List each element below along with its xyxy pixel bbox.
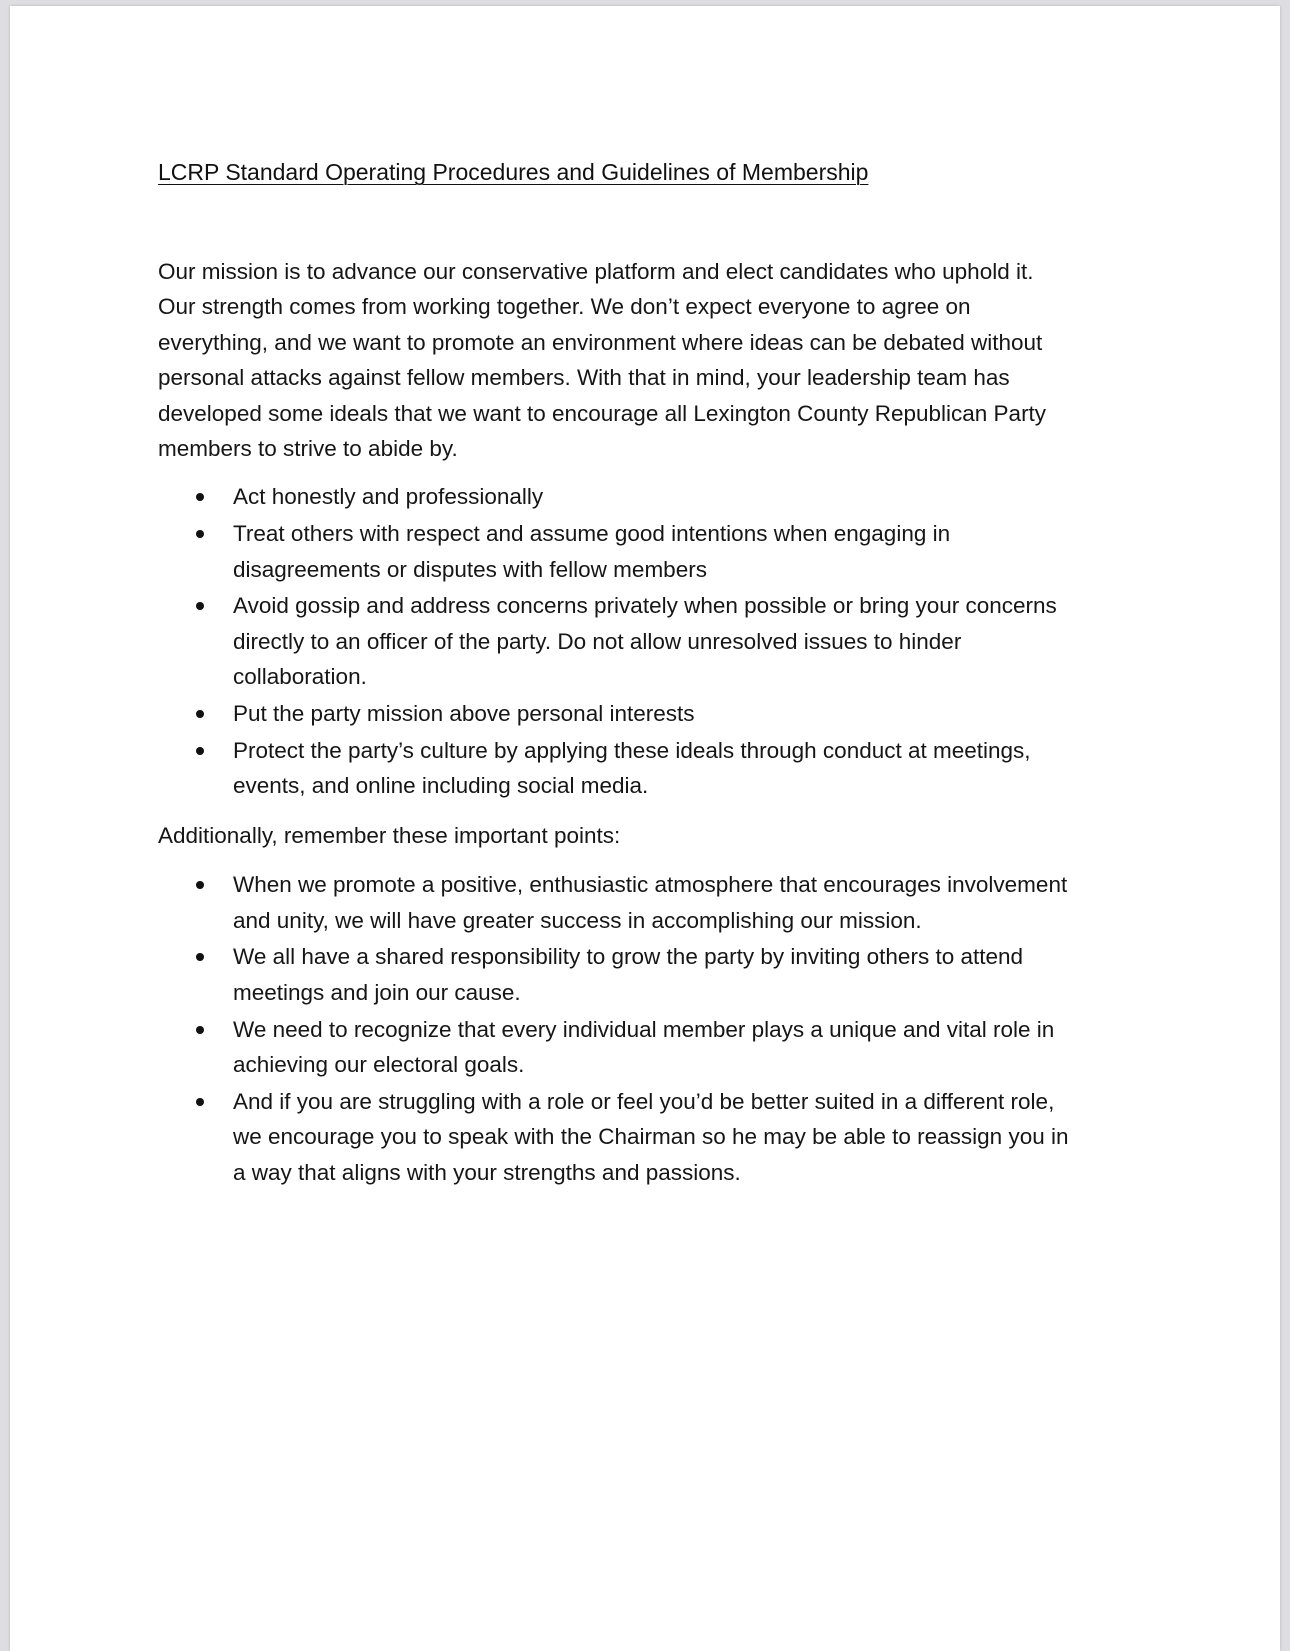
bullet-icon: [196, 710, 204, 718]
bullet-icon: [196, 530, 204, 538]
intro-line: personal attacks against fellow members. With that in mind, your leadership team has: [158, 365, 1010, 391]
list-item: [158, 696, 1158, 732]
intro-line: members to strive to abide by.: [158, 436, 458, 462]
list-item: [158, 733, 1158, 804]
list-item: [158, 1084, 1158, 1191]
list-item-line: we encourage you to speak with the Chairman so he may be able to reassign you in: [233, 1124, 1069, 1150]
list-item: [158, 479, 1158, 515]
ideals-list: [158, 479, 1158, 803]
list-item-line: events, and online including social media.: [233, 773, 649, 799]
bullet-icon: [196, 747, 204, 755]
bullet-icon: [196, 881, 204, 889]
list-item: [158, 1012, 1158, 1083]
intro-line: developed some ideals that we want to encourage all Lexington County Republican Party: [158, 400, 1047, 426]
additional-heading: Additionally, remember these important points:: [158, 822, 621, 848]
intro-line: everything, and we want to promote an environment where ideas can be debated without: [158, 329, 1043, 355]
document-page: [10, 6, 1280, 1651]
list-item-line: We all have a shared responsibility to grow the party by inviting others to attend: [233, 944, 1024, 970]
list-item-line: disagreements or disputes with fellow members: [233, 556, 707, 582]
bullet-icon: [196, 1026, 204, 1034]
list-item-line: We need to recognize that every individual member plays a unique and vital role in: [233, 1016, 1055, 1042]
list-item-line: and unity, we will have greater success in accomplishing our mission.: [233, 907, 922, 933]
list-item: [158, 516, 1158, 587]
list-item-line: And if you are struggling with a role or feel you’d be better suited in a different role,: [233, 1088, 1055, 1114]
bullet-icon: [196, 953, 204, 961]
bullet-icon: [196, 602, 204, 610]
list-item-line: Put the party mission above personal interests: [233, 701, 695, 726]
document-title: LCRP Standard Operating Procedures and Guidelines of Membership: [158, 159, 869, 185]
document-body: [158, 254, 1158, 1192]
intro-paragraph: [158, 254, 1158, 466]
list-item-line: collaboration.: [233, 664, 367, 690]
list-item-line: Avoid gossip and address concerns privately when possible or bring your concerns: [233, 593, 1057, 619]
list-item-line: directly to an officer of the party. Do not allow unresolved issues to hinder: [233, 628, 962, 654]
intro-line: Our mission is to advance our conservative platform and elect candidates who uphold it.: [158, 259, 1034, 284]
list-item-line: Treat others with respect and assume good intentions when engaging in: [233, 521, 951, 547]
bullet-icon: [196, 493, 204, 501]
points-list: [158, 867, 1158, 1190]
bullet-icon: [196, 1098, 204, 1106]
list-item-line: Act honestly and professionally: [233, 484, 544, 510]
list-item-line: achieving our electoral goals.: [233, 1052, 525, 1078]
list-item-line: a way that aligns with your strengths and passions.: [233, 1159, 741, 1185]
list-item-line: meetings and join our cause.: [233, 979, 521, 1005]
list-item-line: When we promote a positive, enthusiastic atmosphere that encourages involvement: [233, 872, 1068, 898]
intro-line: Our strength comes from working together. We don’t expect everyone to agree on: [158, 294, 971, 320]
list-item: [158, 588, 1158, 695]
list-item-line: Protect the party’s culture by applying these ideals through conduct at meetings,: [233, 737, 1031, 763]
list-item: [158, 867, 1158, 938]
list-item: [158, 939, 1158, 1010]
